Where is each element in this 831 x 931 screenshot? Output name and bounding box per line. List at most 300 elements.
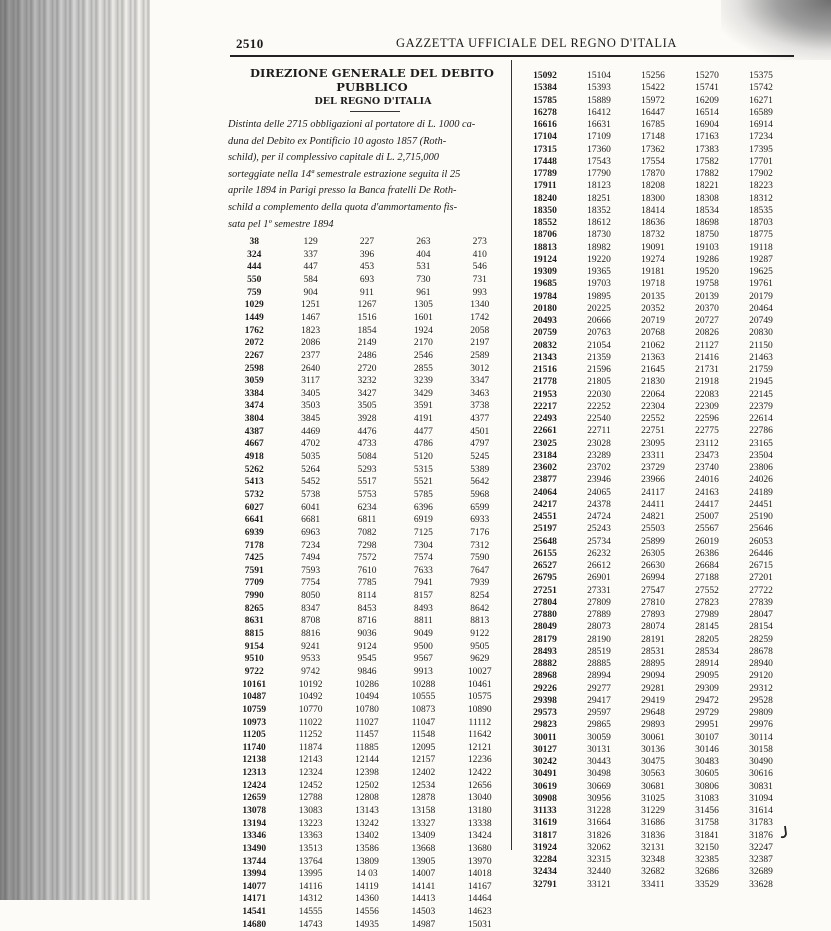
number-cell: 1516: [357, 313, 377, 323]
number-cell: 15104: [587, 71, 611, 81]
number-cell: 29865: [587, 720, 611, 731]
number-cell: 14077: [242, 881, 267, 892]
number-cell: 6933: [470, 515, 490, 526]
number-cell: 29951: [695, 720, 719, 731]
number-cell: 404: [416, 249, 431, 260]
number-cell: 961: [416, 287, 431, 298]
number-cell: 21363: [641, 352, 665, 363]
number-cell: 27188: [695, 573, 719, 584]
number-cell: 9846: [357, 666, 377, 677]
number-cell: 26232: [587, 548, 611, 559]
number-cell: 3738: [470, 401, 490, 412]
number-cell: 7425: [244, 553, 264, 564]
number-cell: 13402: [355, 831, 379, 842]
number-cell: 32686: [695, 867, 719, 878]
number-cell: 32791: [533, 879, 557, 890]
number-cell: 3503: [301, 401, 321, 412]
number-cell: 22083: [695, 389, 719, 400]
number-cell: 24163: [695, 487, 719, 498]
number-cell: 3232: [357, 376, 377, 387]
number-cell: 5968: [470, 489, 490, 500]
number-cell: 14555: [298, 907, 323, 918]
number-cell: 4377: [470, 414, 490, 425]
number-cell: 31783: [749, 818, 773, 829]
number-cell: 25007: [695, 512, 719, 522]
number-cell: 3347: [470, 376, 490, 387]
number-cell: 22596: [695, 414, 719, 424]
intro-line: schild a complemento della quota d'ammortamento fis-: [228, 201, 458, 213]
left-number-table: [226, 236, 508, 931]
number-cell: 10461: [467, 679, 492, 690]
number-cell: 13346: [242, 831, 267, 842]
number-cell: 13994: [242, 869, 267, 880]
number-cell: 14503: [411, 907, 436, 918]
number-cell: 26715: [749, 561, 773, 571]
number-cell: 28154: [749, 622, 773, 633]
number-cell: 10575: [467, 692, 492, 703]
number-cell: 17109: [587, 132, 611, 143]
number-cell: 19181: [641, 267, 665, 277]
number-cell: 32682: [641, 867, 665, 878]
number-cell: 30681: [641, 781, 665, 792]
number-cell: 32062: [587, 842, 611, 853]
number-cell: 28534: [695, 646, 719, 657]
number-cell: 31924: [533, 842, 557, 853]
number-cell: 12236: [467, 755, 492, 766]
number-cell: 17448: [533, 156, 557, 167]
number-cell: 1029: [244, 300, 264, 311]
number-cell: 25503: [641, 524, 665, 535]
number-cell: 5120: [413, 452, 433, 463]
number-cell: 14623: [467, 907, 492, 918]
number-cell: 32689: [749, 867, 773, 878]
number-cell: 6041: [301, 502, 321, 513]
intro-line: aprile 1894 in Parigi presso la Banca fratelli De Roth-: [228, 185, 457, 197]
number-cell: 28493: [533, 646, 557, 657]
number-cell: 5738: [301, 489, 321, 500]
number-cell: 14171: [242, 894, 267, 905]
number-cell: 17701: [749, 156, 773, 167]
number-cell: 32440: [587, 867, 611, 878]
number-cell: 24451: [749, 499, 773, 510]
number-cell: 19758: [695, 279, 719, 290]
number-cell: 447: [303, 262, 318, 273]
title-rule: [350, 111, 400, 112]
number-cell: 28885: [587, 659, 611, 669]
number-cell: 23602: [533, 463, 557, 473]
number-cell: 30114: [749, 732, 773, 743]
number-cell: 9722: [244, 666, 264, 677]
number-cell: 27331: [587, 585, 611, 596]
number-cell: 27989: [695, 610, 719, 620]
number-cell: 18535: [749, 205, 773, 216]
number-cell: 31456: [695, 806, 719, 816]
number-cell: 2598: [244, 363, 264, 374]
number-cell: 3427: [357, 388, 377, 399]
number-cell: 7647: [470, 565, 490, 576]
number-cell: 21463: [749, 352, 773, 363]
number-cell: 14119: [355, 881, 379, 892]
number-cell: 17315: [533, 144, 557, 155]
number-cell: 3012: [470, 363, 490, 374]
number-cell: 21953: [533, 389, 557, 400]
number-cell: 26386: [695, 548, 719, 559]
number-cell: 22775: [695, 426, 719, 437]
number-cell: 7754: [301, 578, 321, 589]
number-cell: 4476: [357, 426, 377, 437]
number-cell: 15384: [533, 83, 557, 94]
number-cell: 531: [416, 262, 431, 273]
number-cell: 453: [359, 262, 375, 273]
number-cell: 21062: [641, 340, 665, 351]
number-cell: 14464: [467, 894, 492, 905]
number-cell: 28191: [641, 634, 665, 645]
number-cell: 10770: [298, 704, 323, 715]
number-cell: 13083: [298, 805, 323, 816]
number-cell: 23740: [695, 463, 719, 473]
number-cell: 28882: [533, 659, 557, 669]
number-cell: 27547: [641, 585, 665, 596]
number-cell: 10494: [355, 692, 379, 703]
number-cell: 29472: [695, 695, 719, 706]
number-cell: 9500: [413, 641, 433, 652]
number-cell: 27810: [641, 597, 665, 608]
number-cell: 27201: [749, 573, 773, 584]
number-cell: 444: [247, 262, 262, 273]
number-cell: 8642: [470, 603, 490, 614]
number-cell: 27552: [695, 585, 719, 596]
number-cell: 10555: [411, 692, 436, 703]
intro-line: sorteggiate nella 14ª semestrale estrazione seguita il 25: [228, 168, 461, 180]
number-cell: 6234: [357, 502, 377, 513]
number-cell: 20139: [695, 291, 719, 302]
number-cell: 5389: [470, 464, 490, 475]
number-cell: 21359: [587, 352, 611, 363]
number-cell: 9122: [470, 629, 490, 640]
number-cell: 16904: [695, 120, 719, 130]
number-cell: 13143: [355, 805, 379, 816]
number-cell: 32247: [749, 842, 773, 853]
number-cell: 32284: [533, 855, 557, 865]
number-cell: 20225: [587, 303, 611, 314]
number-cell: 4191: [413, 414, 433, 425]
number-cell: 17383: [695, 144, 719, 155]
number-cell: 14141: [411, 881, 436, 892]
number-cell: 18251: [587, 193, 611, 204]
number-cell: 17148: [641, 132, 665, 143]
number-cell: 30127: [533, 744, 557, 755]
number-cell: 10973: [242, 717, 267, 728]
number-cell: 17870: [641, 169, 665, 179]
number-cell: 18352: [587, 205, 611, 216]
intro-line: Distinta delle 2715 obbligazioni al portatore di L. 1000 ca-: [228, 119, 476, 130]
number-cell: 18732: [641, 230, 665, 241]
number-cell: 27809: [587, 597, 611, 608]
number-cell: 19365: [587, 267, 611, 277]
number-cell: 24026: [749, 475, 773, 486]
number-cell: 28073: [587, 622, 611, 633]
number-cell: 11740: [242, 742, 266, 753]
number-cell: 13338: [467, 818, 492, 829]
number-cell: 730: [416, 275, 431, 286]
number-cell: 18775: [749, 230, 773, 241]
number-cell: 19895: [587, 291, 611, 302]
number-cell: 21054: [587, 340, 611, 351]
number-cell: 6919: [413, 515, 433, 526]
number-cell: 23806: [749, 463, 773, 473]
number-cell: 5452: [301, 477, 321, 488]
number-cell: 9154: [244, 641, 264, 652]
number-cell: 904: [303, 287, 318, 298]
number-cell: 23946: [587, 475, 611, 486]
number-cell: 19685: [533, 279, 557, 290]
number-cell: 4667: [244, 439, 264, 450]
number-cell: 5753: [357, 489, 377, 500]
number-cell: 3928: [357, 414, 377, 425]
number-cell: 28968: [533, 671, 557, 682]
number-cell: 14 03: [356, 869, 378, 880]
number-cell: 20763: [587, 328, 611, 339]
number-cell: 30059: [587, 732, 611, 743]
number-cell: 12808: [355, 793, 379, 804]
number-cell: 7234: [301, 540, 321, 551]
notice-intro: [226, 117, 504, 233]
number-cell: 12424: [242, 780, 267, 791]
number-cell: 27722: [749, 585, 773, 596]
number-cell: 32348: [641, 855, 665, 865]
number-cell: 3239: [413, 376, 433, 387]
number-cell: 12157: [411, 755, 436, 766]
number-cell: 20830: [749, 328, 773, 339]
number-cell: 1742: [470, 313, 490, 323]
number-cell: 13905: [411, 856, 436, 867]
number-cell: 31836: [641, 830, 665, 841]
number-cell: 4918: [244, 452, 264, 463]
number-cell: 12144: [355, 755, 379, 766]
number-cell: 13424: [467, 831, 492, 842]
number-cell: 29573: [533, 708, 557, 718]
number-cell: 11252: [298, 730, 323, 741]
number-cell: 7990: [244, 591, 264, 602]
number-cell: 20719: [641, 316, 665, 326]
number-cell: 30475: [641, 757, 665, 767]
number-cell: 31758: [695, 818, 719, 829]
number-cell: 27880: [533, 610, 557, 620]
number-cell: 3429: [413, 388, 433, 399]
number-cell: 30136: [641, 744, 665, 755]
number-cell: 19703: [587, 279, 611, 290]
number-cell: 20180: [533, 303, 557, 314]
number-cell: 30107: [695, 732, 719, 743]
number-cell: 3384: [244, 388, 264, 399]
number-cell: 33411: [641, 879, 665, 890]
number-cell: 7572: [357, 553, 377, 564]
number-cell: 19103: [695, 242, 719, 253]
number-cell: 23028: [587, 438, 611, 449]
number-cell: 17362: [641, 144, 665, 155]
number-cell: 546: [472, 262, 487, 273]
number-cell: 23311: [641, 450, 665, 461]
number-cell: 7590: [470, 553, 490, 564]
number-cell: 693: [359, 275, 375, 286]
number-cell: 7494: [301, 553, 321, 564]
number-cell: 31876: [749, 830, 773, 841]
number-cell: 10288: [411, 679, 436, 690]
number-cell: 18750: [695, 230, 719, 241]
number-cell: 14312: [298, 894, 323, 905]
number-cell: 20832: [533, 340, 557, 351]
number-cell: 9124: [357, 641, 377, 652]
number-cell: 29823: [533, 720, 557, 731]
number-cell: 14167: [467, 881, 492, 892]
number-cell: 28145: [695, 622, 719, 633]
number-cell: 5521: [413, 477, 433, 488]
number-cell: 32434: [533, 867, 557, 878]
number-cell: 5517: [357, 477, 377, 488]
number-cell: 2855: [413, 363, 433, 374]
left-column: [226, 66, 508, 931]
number-cell: 21731: [695, 365, 719, 375]
number-cell: 8815: [244, 629, 264, 640]
number-cell: 20464: [749, 303, 773, 314]
number-cell: 4477: [413, 426, 433, 437]
number-cell: 12095: [411, 742, 436, 753]
number-cell: 17554: [641, 156, 665, 167]
number-cell: 31025: [641, 793, 665, 804]
number-cell: 17790: [587, 169, 611, 179]
number-cell: 7178: [244, 540, 264, 551]
number-cell: 16631: [587, 120, 611, 130]
intro-line: schild), per il complessivo capitale di L. 2,715,000: [228, 152, 439, 164]
number-cell: 11874: [298, 742, 323, 753]
number-cell: 9036: [357, 629, 377, 640]
number-cell: 16271: [749, 95, 773, 106]
number-cell: 29597: [587, 708, 611, 718]
number-cell: 6027: [244, 502, 264, 513]
number-cell: 25734: [587, 536, 611, 547]
number-cell: 20135: [641, 291, 665, 302]
number-cell: 31664: [587, 818, 611, 829]
number-cell: 7298: [357, 540, 377, 551]
number-cell: 12878: [411, 793, 436, 804]
number-cell: 29648: [641, 708, 665, 718]
number-cell: 30956: [587, 793, 611, 804]
number-cell: 30131: [587, 744, 611, 755]
number-cell: 22540: [587, 414, 611, 424]
number-cell: 5245: [470, 452, 490, 463]
number-cell: 20749: [749, 316, 773, 326]
number-cell: 8114: [357, 591, 377, 602]
number-cell: 22751: [641, 426, 665, 437]
number-cell: 13668: [411, 843, 436, 854]
number-cell: 28074: [641, 622, 665, 633]
number-cell: 31228: [587, 806, 611, 816]
number-cell: 19287: [749, 254, 773, 265]
notice-subtitle: DEL REGNO D'ITALIA: [314, 96, 432, 107]
number-cell: 2377: [301, 350, 321, 361]
number-cell: 32315: [587, 855, 611, 865]
number-cell: 13680: [467, 843, 492, 854]
number-cell: 1924: [413, 325, 433, 336]
number-cell: 7633: [413, 565, 433, 576]
number-cell: 18730: [587, 230, 611, 241]
page-header: [226, 34, 766, 52]
number-cell: 27823: [695, 597, 719, 608]
intro-line: duna del Debito ex Pontificio 10 agosto 1857 (Roth-: [228, 135, 447, 147]
number-cell: 18414: [641, 205, 665, 216]
number-cell: 8050: [301, 591, 321, 602]
number-cell: 17543: [587, 156, 611, 167]
number-cell: 7304: [413, 540, 433, 551]
number-cell: 21416: [695, 352, 719, 363]
number-cell: 28940: [749, 659, 773, 669]
number-cell: 7610: [357, 565, 377, 576]
number-cell: 8157: [413, 591, 433, 602]
number-cell: 21830: [641, 377, 665, 388]
number-cell: 14541: [242, 907, 267, 918]
number-cell: 13744: [242, 856, 267, 867]
number-cell: 6396: [413, 502, 433, 513]
number-cell: 24016: [695, 475, 719, 486]
number-cell: 15741: [695, 83, 719, 94]
number-cell: 18698: [695, 218, 719, 228]
number-cell: 18300: [641, 193, 665, 204]
number-cell: 15972: [641, 95, 665, 106]
number-cell: 911: [360, 287, 374, 298]
number-cell: 1267: [357, 300, 377, 311]
number-cell: 22379: [749, 401, 773, 412]
number-cell: 25646: [749, 524, 773, 535]
number-cell: 7939: [470, 578, 490, 589]
number-cell: 23504: [749, 450, 773, 461]
number-cell: 24189: [749, 487, 773, 498]
number-cell: 15375: [749, 71, 773, 81]
number-cell: 9505: [470, 641, 490, 652]
column-divider: [511, 60, 512, 850]
number-cell: 19274: [641, 254, 665, 265]
number-cell: 18350: [533, 205, 557, 216]
number-cell: 23473: [695, 450, 719, 461]
number-cell: 20179: [749, 291, 773, 302]
number-cell: 2058: [470, 325, 490, 336]
number-cell: 27251: [533, 585, 557, 596]
number-cell: 7125: [413, 527, 433, 538]
number-cell: 19309: [533, 267, 557, 277]
number-cell: 7574: [413, 553, 433, 564]
number-cell: 4786: [413, 439, 433, 450]
number-cell: 17911: [533, 181, 557, 192]
number-cell: 7941: [413, 578, 433, 589]
number-cell: 28531: [641, 646, 665, 657]
number-cell: 8708: [301, 616, 321, 627]
number-cell: 29094: [641, 671, 665, 682]
number-cell: 8716: [357, 616, 377, 627]
number-cell: 1305: [413, 300, 433, 311]
intro-line: sata pel 1º semestre 1894: [228, 218, 334, 230]
number-cell: 5084: [357, 452, 377, 463]
number-cell: 28895: [641, 659, 665, 669]
number-cell: 16914: [749, 120, 773, 130]
number-cell: 14413: [411, 894, 436, 905]
number-cell: 19625: [749, 267, 773, 277]
number-cell: 17360: [587, 144, 611, 155]
number-cell: 26684: [695, 561, 719, 571]
number-cell: 263: [416, 237, 431, 248]
header-rule: [230, 55, 794, 57]
number-cell: 28049: [533, 622, 557, 633]
number-cell: 22614: [749, 414, 773, 424]
number-cell: 731: [472, 275, 487, 286]
